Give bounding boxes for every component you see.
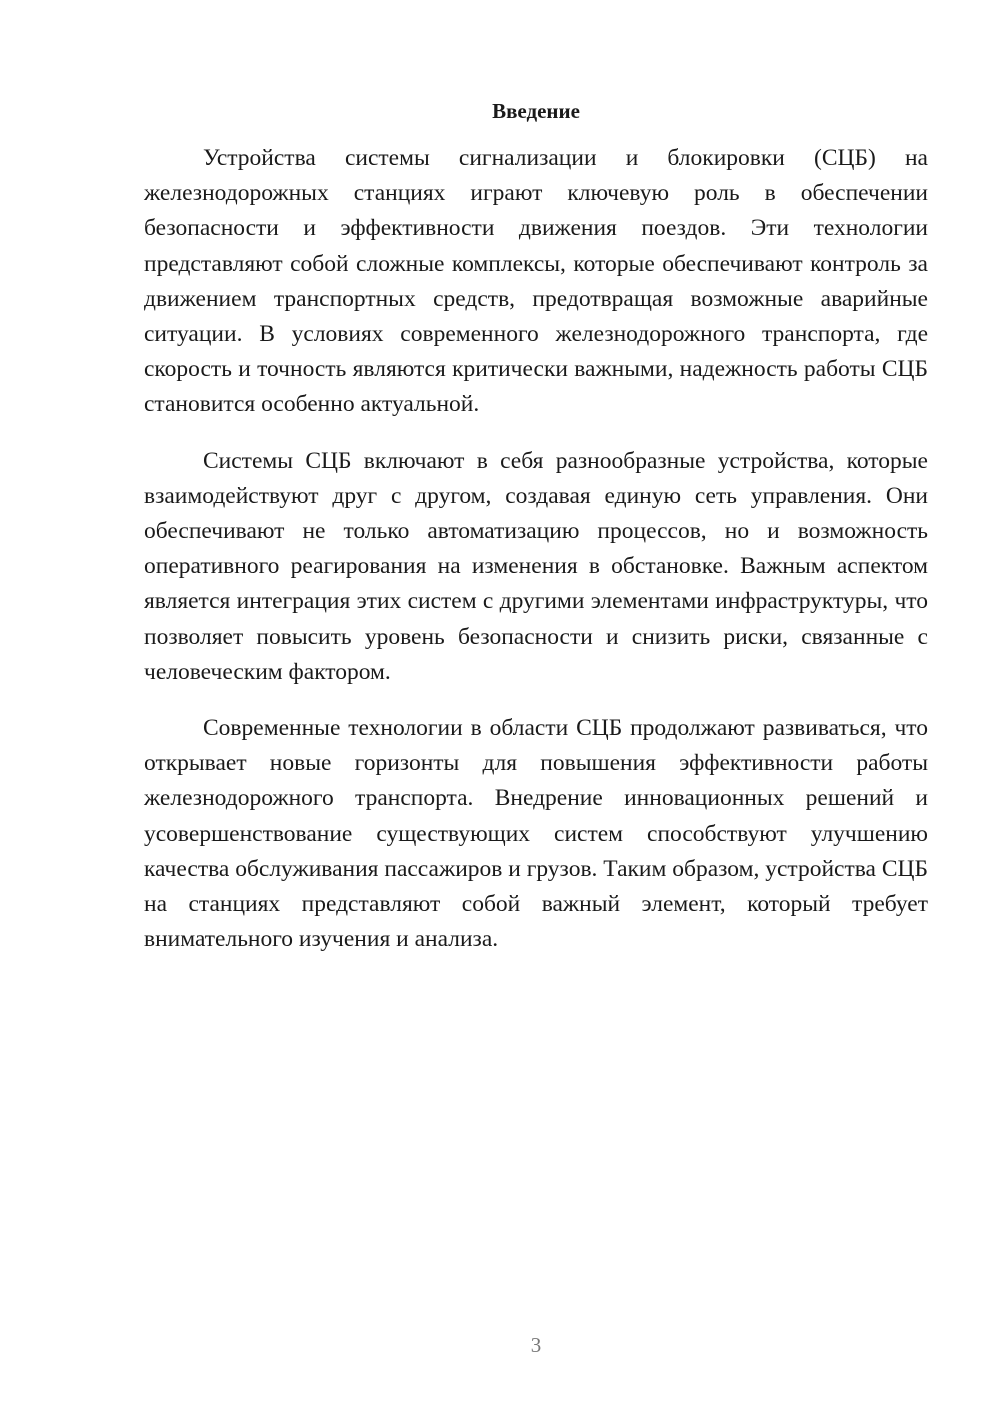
page-number: 3: [530, 1333, 542, 1357]
paragraph-2: Системы СЦБ включают в себя разнообразные устройства, которые взаимодействуют друг с другом, создавая единую сеть управления. Они обеспечивают не только автоматизацию процессов, но и возможность оперативного реагирования на изменения в обстановке. Важным аспектом является интеграция этих систем с другими элементами инфраструктуры, что позволяет повысить уровень безопасности и снизить риски, связанные с человеческим фактором.: [144, 447, 928, 685]
paragraph-3: Современные технологии в области СЦБ продолжают развиваться, что открывает новые горизонты для повышения эффективности работы железнодорожного транспорта. Внедрение инновационных решений и усовершенствование существующих систем способствуют улучшению качества обслуживания пассажиров и грузов. Таким образом, устройства СЦБ на станциях представляют собой важный элемент, который требует внимательного изучения и анализа.: [144, 715, 928, 953]
section-heading: Введение: [492, 99, 580, 123]
body-text: [144, 141, 928, 978]
paragraph-1: Устройства системы сигнализации и блокировки (СЦБ) на железнодорожных станциях играют ключевую роль в обеспечении безопасности и эффективности движения поездов. Эти технологии представляют собой сложные комплексы, которые обеспечивают контроль за движением транспортных средств, предотвращая возможные аварийные ситуации. В условиях современного железнодорожного транспорта, где скорость и точность являются критически важными, надежность работы СЦБ становится особенно актуальной.: [144, 145, 928, 418]
